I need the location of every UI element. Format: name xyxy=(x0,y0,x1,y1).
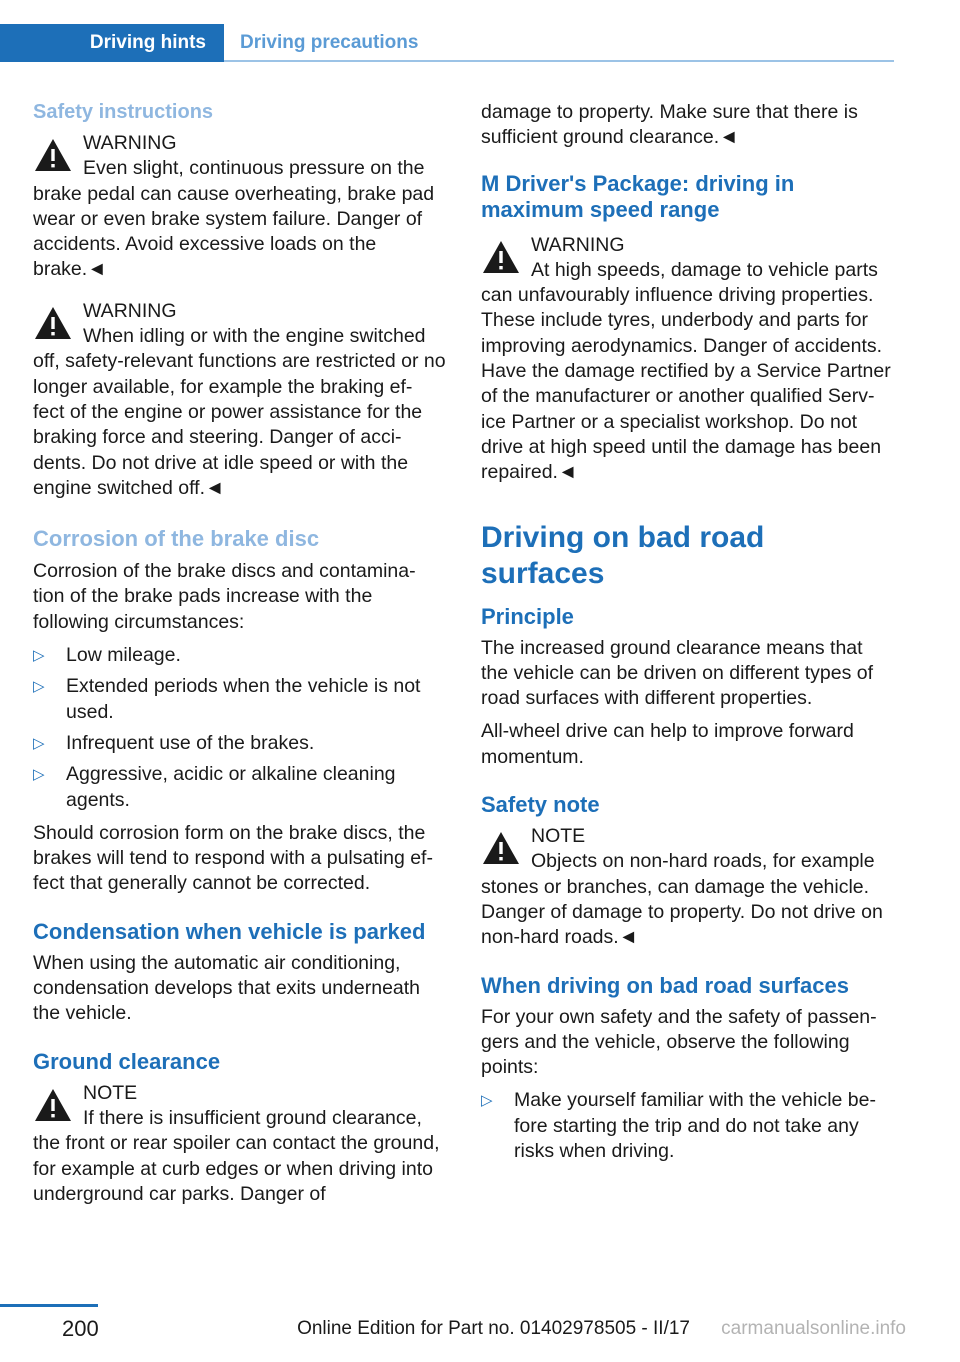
page-header xyxy=(0,0,960,64)
heading-m-driver-package: M Driver's Package: driving in maximum speed range xyxy=(481,170,795,222)
note-body: the front or rear spoiler can contact the ground, for example at curb edges or when driving into underground car parks. Danger of xyxy=(33,1132,440,1205)
warning-label: WARNING xyxy=(83,132,177,154)
heading-bad-road-surfaces: Driving on bad road surfaces xyxy=(481,520,765,590)
list-item: ▷ Infrequent use of the brakes. xyxy=(33,731,447,756)
note-label: NOTE xyxy=(83,1081,138,1104)
note-first-line: If there is insufficient ground clearance, xyxy=(83,1106,422,1129)
bullet-triangle-icon: ▷ xyxy=(481,1092,493,1110)
warning-body: off, safety-relevant functions are restricted or no longer available, for example the braking ef- fect of the engine or power assistance for the braking force and steering. Danger of acci- dents. Do not drive at idle speed or with the engine switched off.◄ xyxy=(33,350,446,499)
warning-triangle-icon xyxy=(33,137,73,173)
condensation-text: When using the automatic air conditioning, condensation develops that exits underneath the vehicle. xyxy=(33,951,421,1025)
note-label: NOTE xyxy=(531,825,586,848)
warning-triangle-icon xyxy=(481,239,521,275)
corrosion-intro: Corrosion of the brake discs and contamina- tion of the brake pads increase with the following circumstances: xyxy=(33,560,416,633)
right-column xyxy=(481,100,895,1172)
heading-condensation: Condensation when vehicle is parked xyxy=(33,918,426,944)
note-block-non-hard-roads xyxy=(481,824,895,950)
warning-block-high-speed xyxy=(481,233,895,486)
corrosion-list xyxy=(33,643,447,813)
list-item: ▷ Make yourself familiar with the vehicle be- fore starting the trip and do not take any risks when driving. xyxy=(481,1089,876,1163)
footer-rule xyxy=(0,1304,98,1307)
note-block-ground-clearance xyxy=(33,1081,447,1207)
bullet-triangle-icon: ▷ xyxy=(33,678,45,696)
note-first-line: Objects on non-hard roads, for example xyxy=(531,850,875,873)
heading-principle: Principle xyxy=(481,603,574,629)
list-item: ▷ Extended periods when the vehicle is not used. xyxy=(33,675,421,723)
header-rule xyxy=(224,60,894,62)
edition-line: Online Edition for Part no. 01402978505 - II/17 xyxy=(297,1318,690,1339)
note-body: stones or branches, can damage the vehicle. Danger of damage to property. Do not drive on non-hard roads.◄ xyxy=(481,875,883,949)
bullet-triangle-icon: ▷ xyxy=(33,647,45,665)
warning-triangle-icon xyxy=(33,305,73,341)
warning-body: brake pedal can cause overheating, brake pad wear or even brake system failure. Danger of accidents. Avoid excessive loads on the brake.◄ xyxy=(33,182,435,281)
warning-first-line: Even slight, continuous pressure on the xyxy=(83,157,425,180)
heading-corrosion: Corrosion of the brake disc xyxy=(33,526,320,552)
warning-label: WARNING xyxy=(83,299,177,322)
list-item: ▷ Aggressive, acidic or alkaline cleaning agents. xyxy=(33,763,396,811)
warning-block-idling xyxy=(33,299,447,501)
left-column xyxy=(33,100,447,1215)
principle-text-2: All-wheel drive can help to improve forward momentum. xyxy=(481,720,854,768)
when-driving-list xyxy=(481,1088,895,1164)
warning-first-line: At high speeds, damage to vehicle parts xyxy=(531,258,878,281)
principle-text-1: The increased ground clearance means that the vehicle can be driven on different types of road surfaces with different properties. xyxy=(481,636,874,710)
heading-when-driving-bad-roads: When driving on bad road surfaces xyxy=(481,972,849,998)
warning-triangle-icon xyxy=(481,830,521,866)
page-number: 200 xyxy=(62,1316,99,1341)
corrosion-outro: Should corrosion form on the brake discs, the brakes will tend to respond with a pulsating ef- fect that generally cannot be corrected. xyxy=(33,821,433,895)
warning-triangle-icon xyxy=(33,1087,73,1123)
section-tab-driving-hints[interactable]: Driving hints xyxy=(0,24,224,62)
bullet-triangle-icon: ▷ xyxy=(33,766,45,784)
warning-block-brake-pressure xyxy=(33,131,447,283)
list-item: ▷ Low mileage. xyxy=(33,643,447,668)
when-driving-intro: For your own safety and the safety of passen- gers and the vehicle, observe the following points: xyxy=(481,1005,877,1079)
heading-safety-note: Safety note xyxy=(481,792,600,818)
watermark: carmanualsonline.info xyxy=(721,1318,906,1339)
warning-label: WARNING xyxy=(531,233,625,256)
bullet-triangle-icon: ▷ xyxy=(33,734,45,752)
note-continued: damage to property. Make sure that there is sufficient ground clearance.◄ xyxy=(481,101,858,149)
warning-first-line: When idling or with the engine switched xyxy=(83,325,426,348)
warning-body: can unfavourably influence driving properties. These include tyres, underbody and parts for improving aerodynamics. Danger of accidents. Have the damage rectified by a Service Partner of the manufacturer or another qualified Serv- ice Partner or a specialist workshop. Do not drive at high speed until the damage has been repaired.◄ xyxy=(481,284,891,484)
heading-ground-clearance: Ground clearance xyxy=(33,1048,221,1074)
heading-safety-instructions: Safety instructions xyxy=(33,101,214,123)
section-tab-driving-precautions[interactable]: Driving precautions xyxy=(240,32,419,53)
